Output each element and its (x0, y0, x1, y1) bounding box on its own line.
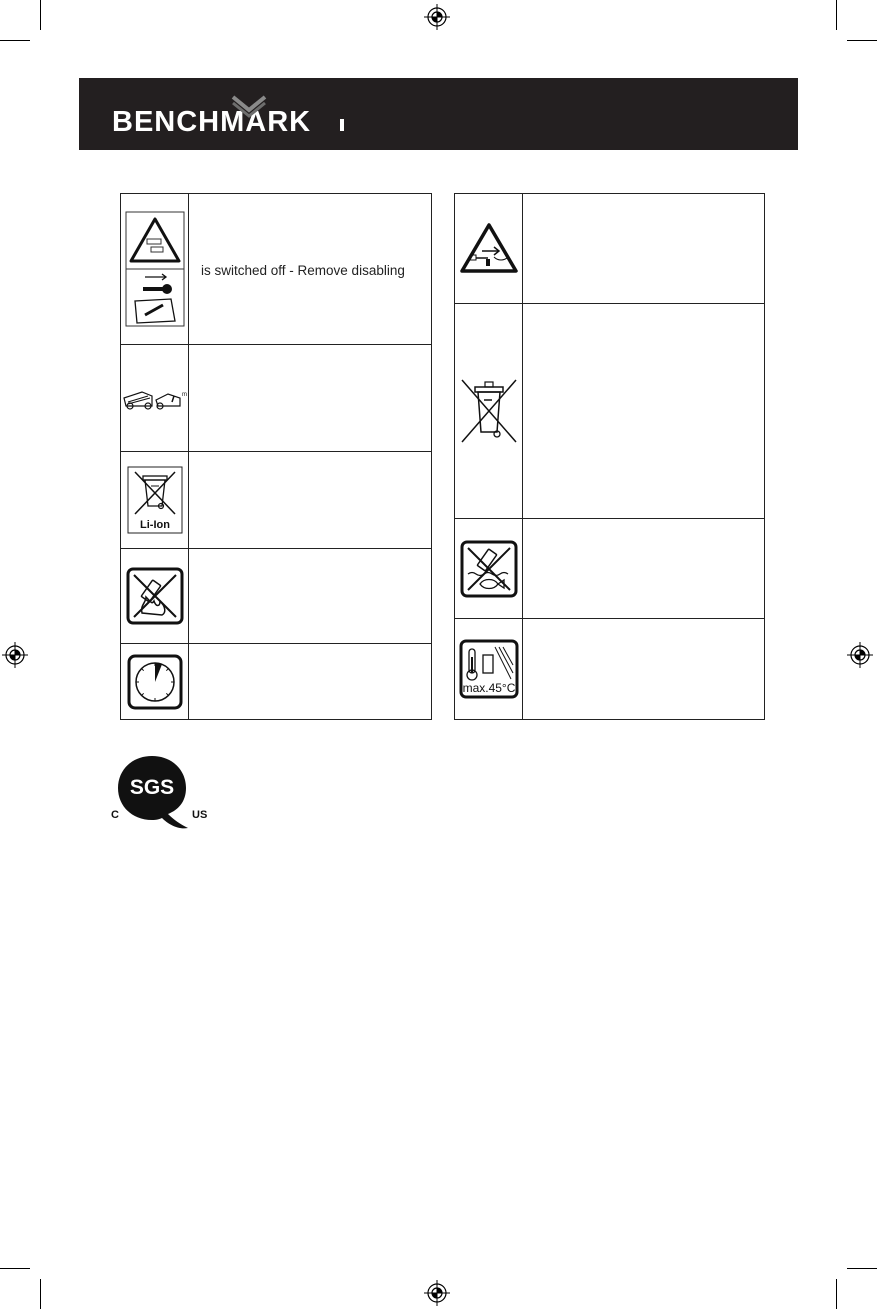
li-ion-battery-disposal-icon (127, 466, 183, 534)
crop-mark (847, 1268, 877, 1269)
no-fire-battery-icon (126, 567, 184, 625)
clock-timer-icon (127, 654, 183, 710)
right-symbols-table (454, 193, 765, 720)
table-row (455, 618, 764, 719)
icon-cell (455, 194, 523, 303)
warning-disable-maintenance-icon (125, 211, 185, 327)
warning-remove-key-icon (458, 221, 520, 277)
registration-mark-icon (2, 642, 28, 668)
max-temperature-icon (459, 639, 519, 699)
table-row (121, 194, 431, 344)
row-text (201, 644, 423, 719)
icon-cell (121, 452, 189, 548)
row-text: is switched off - Remove disabling (201, 262, 405, 278)
icon-cell (121, 345, 189, 451)
crop-mark (40, 0, 41, 30)
temperature-label: max.45°C (462, 681, 515, 695)
crop-mark (40, 1279, 41, 1309)
crop-mark (836, 0, 837, 30)
crop-mark (836, 1279, 837, 1309)
row-text (535, 619, 756, 719)
icon-cell (121, 194, 189, 344)
mower-direction-icon (122, 386, 188, 410)
no-water-battery-icon (460, 540, 518, 598)
registration-mark-icon (847, 642, 873, 668)
row-text (535, 519, 756, 618)
svg-text:m: m (181, 392, 187, 398)
sgs-us-label: US (192, 809, 208, 821)
registration-mark-icon (424, 4, 450, 30)
row-text (201, 549, 423, 643)
table-row (121, 643, 431, 719)
crop-mark (0, 40, 30, 41)
crop-mark (0, 1268, 30, 1269)
crop-mark (847, 40, 877, 41)
crossed-bin-weee-icon (458, 376, 520, 446)
table-row (455, 303, 764, 518)
sgs-c-label: C (111, 809, 119, 821)
table-row (121, 451, 431, 548)
li-ion-label: Li-Ion (139, 519, 170, 531)
table-row (455, 194, 764, 303)
table-row (121, 548, 431, 643)
registration-mark-icon (424, 1280, 450, 1306)
sgs-mark-text: SGS (129, 776, 175, 799)
icon-cell (455, 304, 523, 518)
row-text (201, 345, 423, 451)
row-text (201, 452, 423, 548)
sgs-certification-icon (108, 752, 212, 836)
brand-name: BENCHMARK (112, 106, 312, 137)
benchmark-logo (112, 93, 352, 137)
left-symbols-table (120, 193, 432, 720)
icon-cell (121, 644, 189, 719)
icon-cell (455, 619, 523, 719)
table-row (455, 518, 764, 618)
table-row (121, 344, 431, 451)
row-text (535, 304, 756, 518)
icon-cell (121, 549, 189, 643)
icon-cell (455, 519, 523, 618)
row-text (535, 194, 756, 303)
